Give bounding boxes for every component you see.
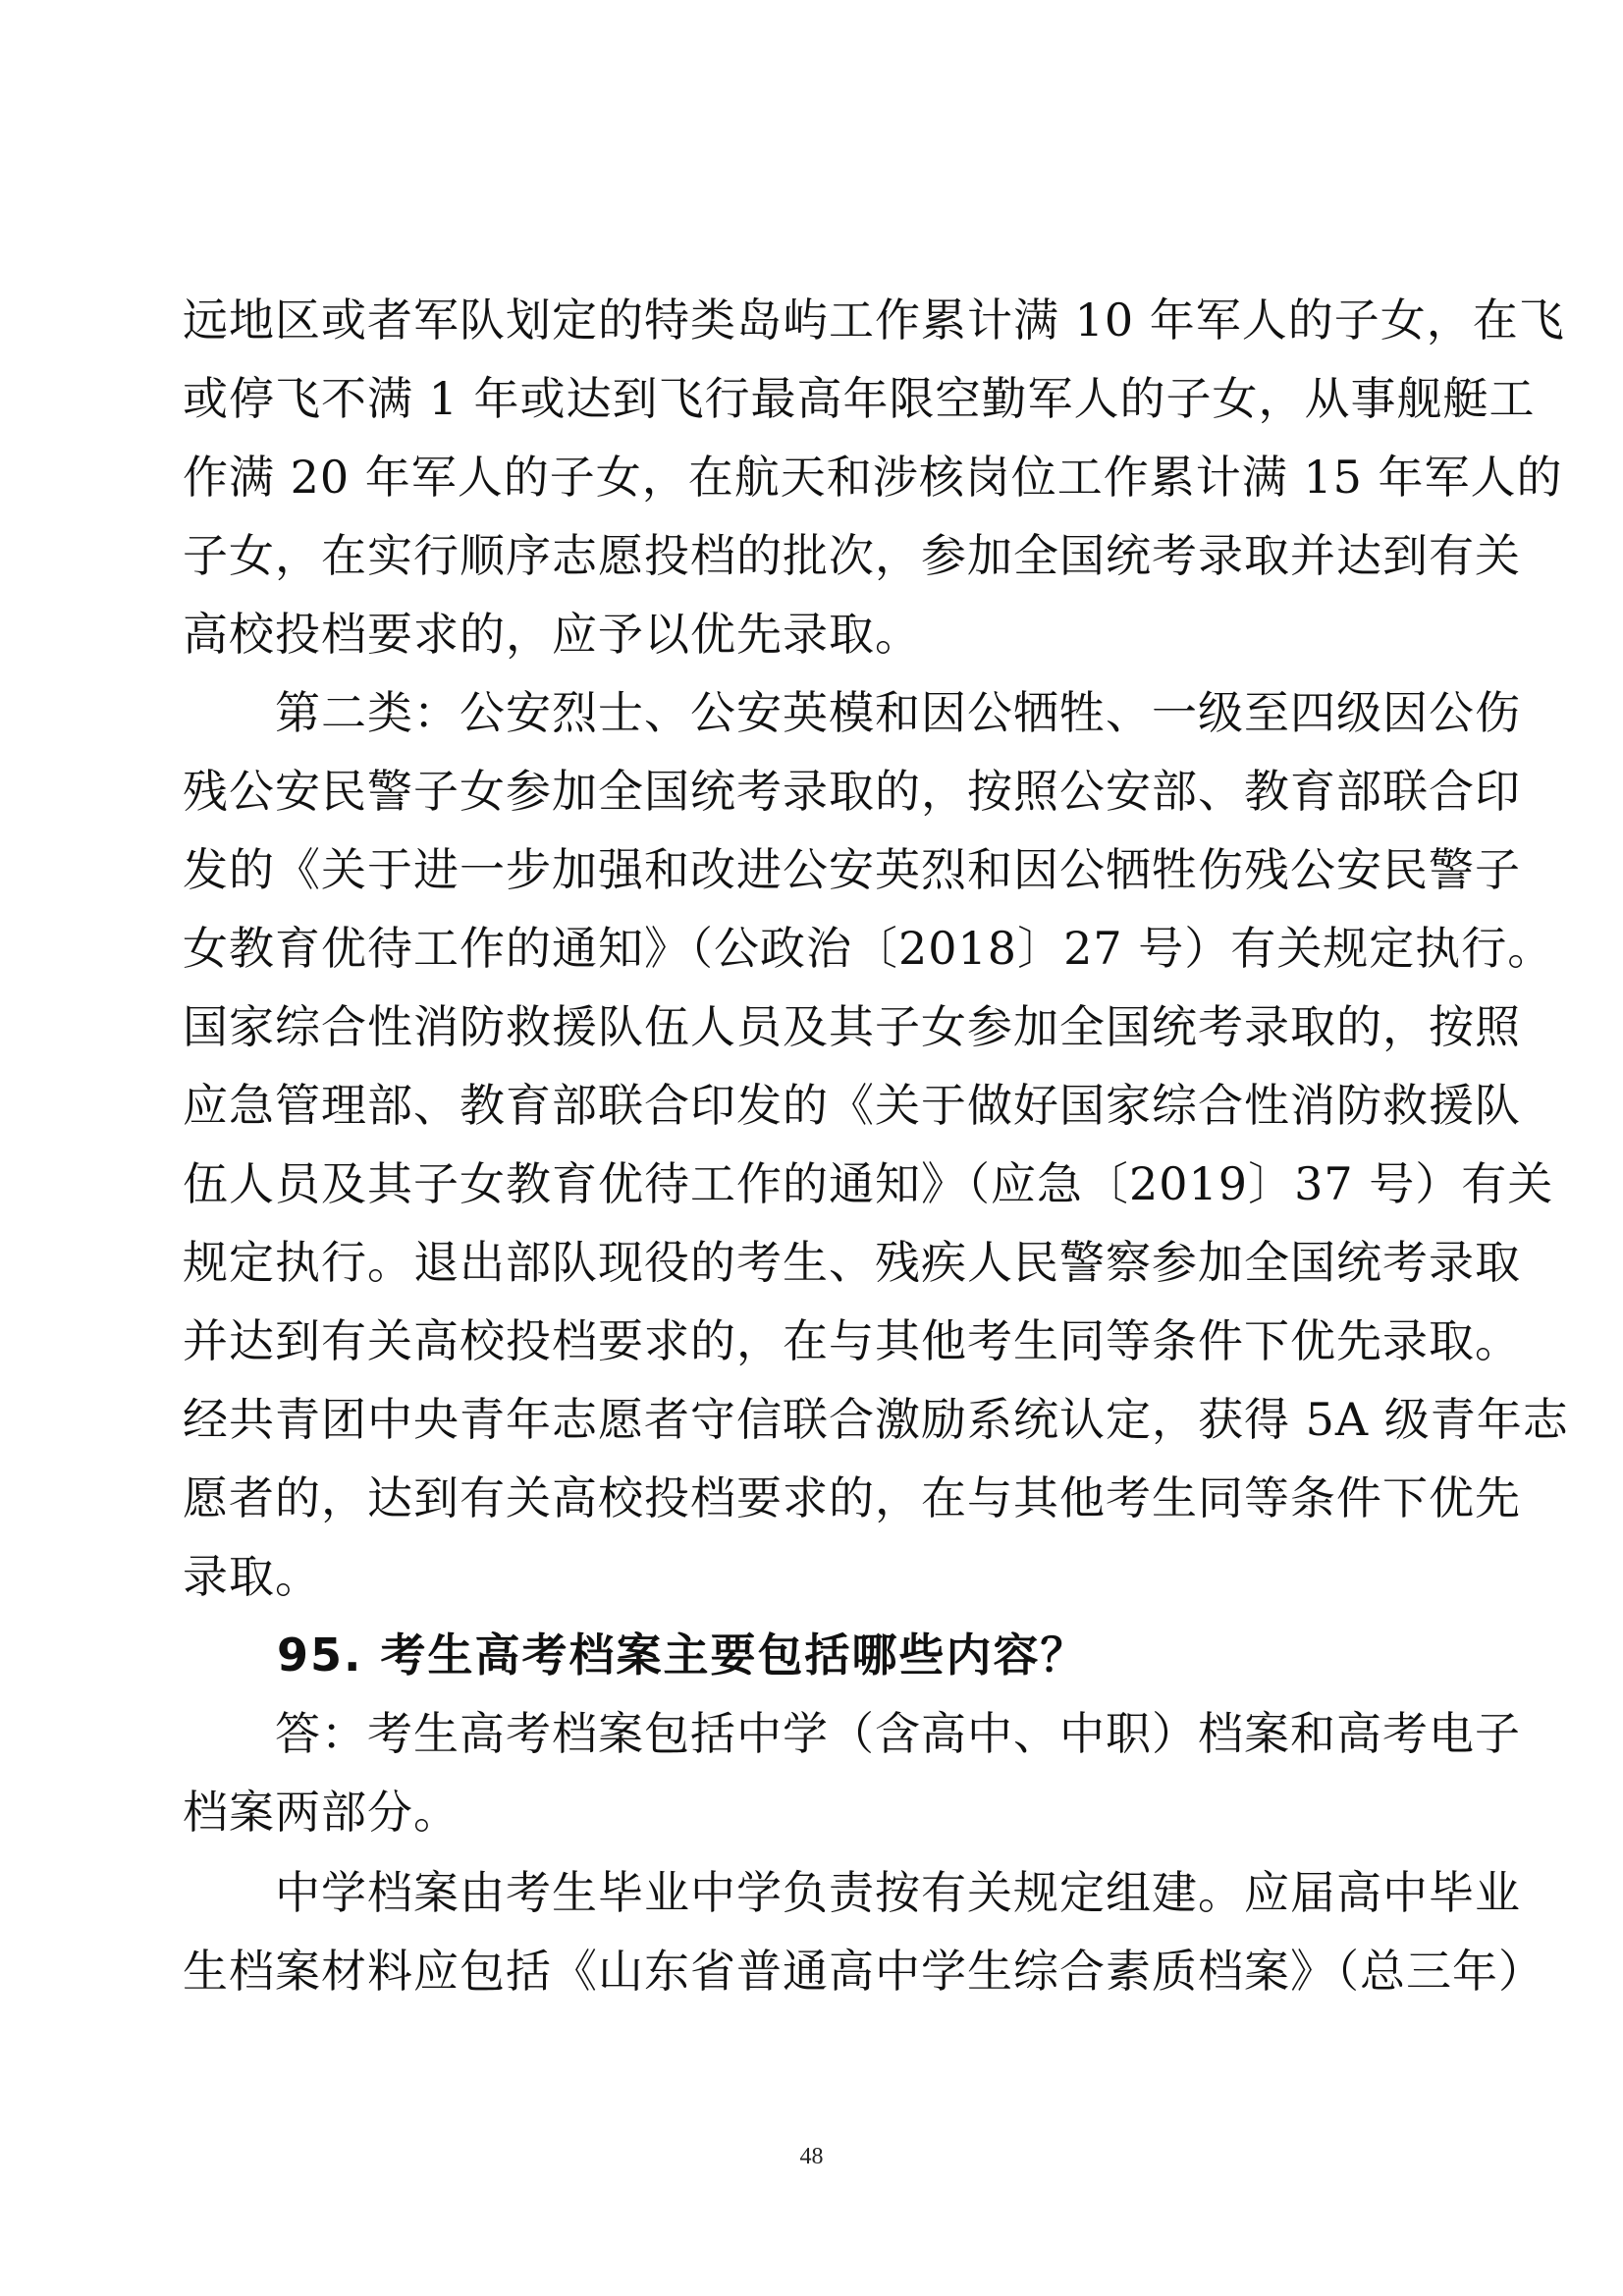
text-line: 作满 20 年军人的子女，在航天和涉核岗位工作累计满 15 年军人的 xyxy=(183,451,1563,504)
text-line: 愿者的，达到有关高校投档要求的，在与其他考生同等条件下优先 xyxy=(183,1471,1521,1524)
text-line: 规定执行。退出部队现役的考生、残疾人民警察参加全国统考录取 xyxy=(183,1236,1521,1289)
paragraph-start-line: 第二类：公安烈士、公安英模和因公牺牲、一级至四级因公伤 xyxy=(183,686,1521,739)
text-line: 发的《关于进一步加强和改进公安英烈和因公牺牲伤残公安民警子 xyxy=(183,843,1521,896)
text-line: 子女，在实行顺序志愿投档的批次，参加全国统考录取并达到有关 xyxy=(183,529,1521,582)
text-line: 经共青团中央青年志愿者守信联合激励系统认定，获得 5A 级青年志 xyxy=(183,1393,1569,1446)
text-line: 高校投档要求的，应予以优先录取。 xyxy=(183,608,921,661)
text-line: 应急管理部、教育部联合印发的《关于做好国家综合性消防救援队 xyxy=(183,1079,1521,1132)
text-line: 女教育优待工作的通知》（公政治〔2018〕27 号）有关规定执行。 xyxy=(183,922,1554,975)
text-line: 档案两部分。 xyxy=(183,1786,460,1839)
text-line: 并达到有关高校投档要求的，在与其他考生同等条件下优先录取。 xyxy=(183,1314,1521,1367)
text-line: 残公安民警子女参加全国统考录取的，按照公安部、教育部联合印 xyxy=(183,765,1521,818)
text-line: 远地区或者军队划定的特类岛屿工作累计满 10 年军人的子女，在飞 xyxy=(183,294,1565,347)
text-line: 生档案材料应包括《山东省普通高中学生综合素质档案》（总三年） xyxy=(183,1945,1544,1998)
text-line: 国家综合性消防救援队伍人员及其子女参加全国统考录取的，按照 xyxy=(183,1000,1521,1053)
page-number: 48 xyxy=(799,2144,824,2169)
question-heading: 95. 考生高考档案主要包括哪些内容？ xyxy=(183,1629,1088,1682)
text-line: 录取。 xyxy=(183,1550,321,1603)
text-line: 伍人员及其子女教育优待工作的通知》（应急〔2019〕37 号）有关 xyxy=(183,1157,1554,1210)
paragraph-start-line: 中学档案由考生毕业中学负责按有关规定组建。应届高中毕业 xyxy=(183,1866,1521,1919)
answer-start-line: 答：考生高考档案包括中学（含高中、中职）档案和高考电子 xyxy=(183,1707,1521,1760)
text-line: 或停飞不满 1 年或达到飞行最高年限空勤军人的子女，从事舰艇工 xyxy=(183,372,1536,425)
